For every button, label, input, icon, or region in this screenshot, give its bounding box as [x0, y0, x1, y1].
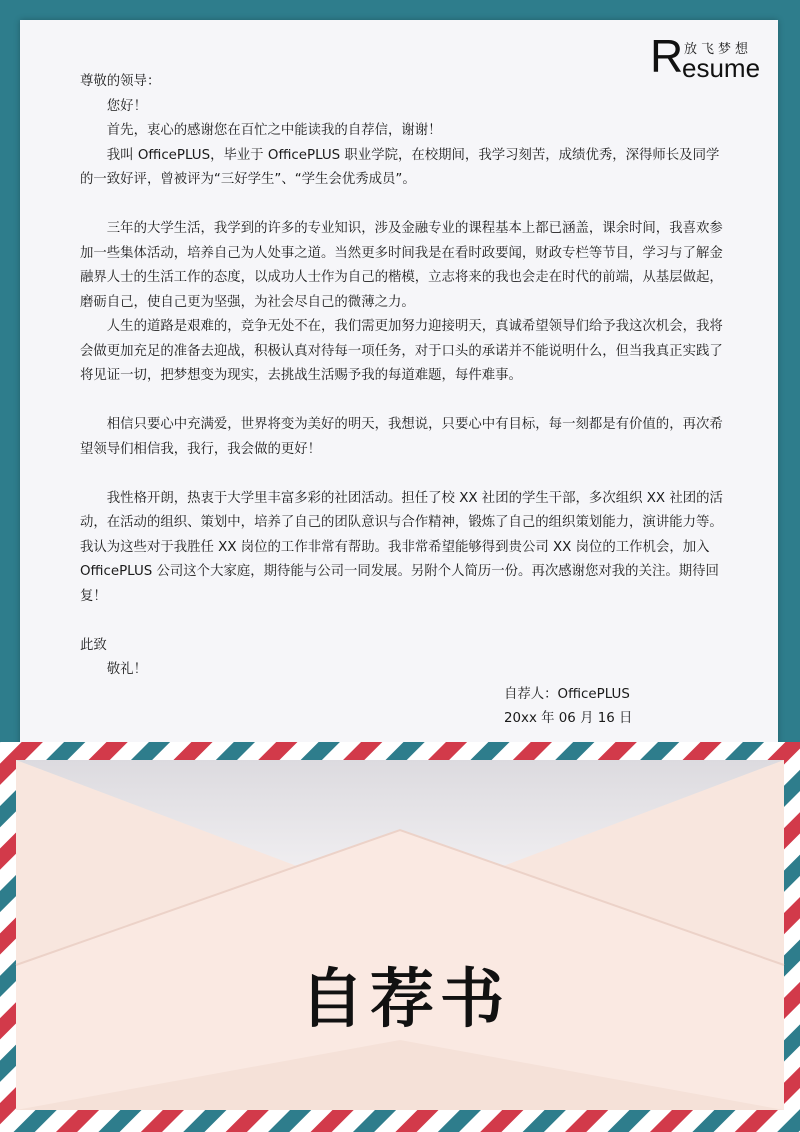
paragraph-college-life: 三年的大学生活，我学到的许多的专业知识，涉及金融专业的课程基本上都已涵盖，课余时间，我喜欢参加一些集体活动，培养自己为人处事之道。当然更多时间我是在看时政要闻，财政专栏等节目，学习与了解金融界人士的生活工作的态度，以成功人士作为自己的楷模，立志将来的我也会走在时代的前端，从基层做起，磨砺自己，使自己更为坚强，为社会尽自己的微薄之力。 — [80, 221, 723, 310]
paragraph-intro: 我叫 OfficePLUS，毕业于 OfficePLUS 职业学院，在校期间，我学习刻苦，成绩优秀，深得师长及同学的一致好评，曾被评为“三好学生”、“学生会优秀成员”。 — [80, 147, 720, 187]
greeting: 您好！ — [106, 98, 147, 114]
date: 20xx 年 06 月 16 日 — [504, 711, 633, 726]
logo-slogan: 放飞梦想 — [684, 42, 753, 57]
signer: 自荐人：OfficePLUS — [504, 686, 630, 702]
paragraph-belief: 相信只要心中充满爱，世界将变为美好的明天，我想说，只要心中有目标，每一刻都是有价值的，再次希望领导们相信我，我行，我会做的更好！ — [80, 417, 723, 457]
paragraph-personality: 我性格开朗，热衷于大学里丰富多彩的社团活动。担任了校 XX 社团的学生干部，多次组织 XX 社团的活动，在活动的组织、策划中，培养了自己的团队意识与合作精神，锻炼了自己的组织策划能力，演讲能力等。我认为这些对于我胜任 XX 岗位的工作非常有帮助。我非常希望能够得到贵公司 XX 岗位的工作机会，加入 OfficePLUS 公司这个大家庭，期待能与公司一同发展。另附个人简历一份。再次感谢您对我的关注。期待回复！ — [80, 490, 723, 604]
salutation: 尊敬的领导： — [80, 74, 161, 89]
paragraph-life-road: 人生的道路是艰难的，竞争无处不在，我们需更加努力迎接明天，真诚希望领导们给予我这次机会，我将会做更加充足的准备去迎战，积极认真对待每一项任务，对于口头的承诺并不能说明什么，但当我真正实践了将见证一切，把梦想变为现实，去挑战生活赐予我的每道难题，每件难事。 — [80, 319, 723, 383]
logo-letter: R — [650, 30, 684, 82]
closing-line-1: 此致 — [80, 637, 107, 653]
logo-word: esume — [682, 53, 761, 83]
paragraph-thanks: 首先，衷心的感谢您在百忙之中能读我的自荐信，谢谢！ — [106, 123, 442, 138]
closing-line-2: 敬礼！ — [106, 662, 147, 677]
envelope-title: 自荐书 — [300, 962, 510, 1037]
